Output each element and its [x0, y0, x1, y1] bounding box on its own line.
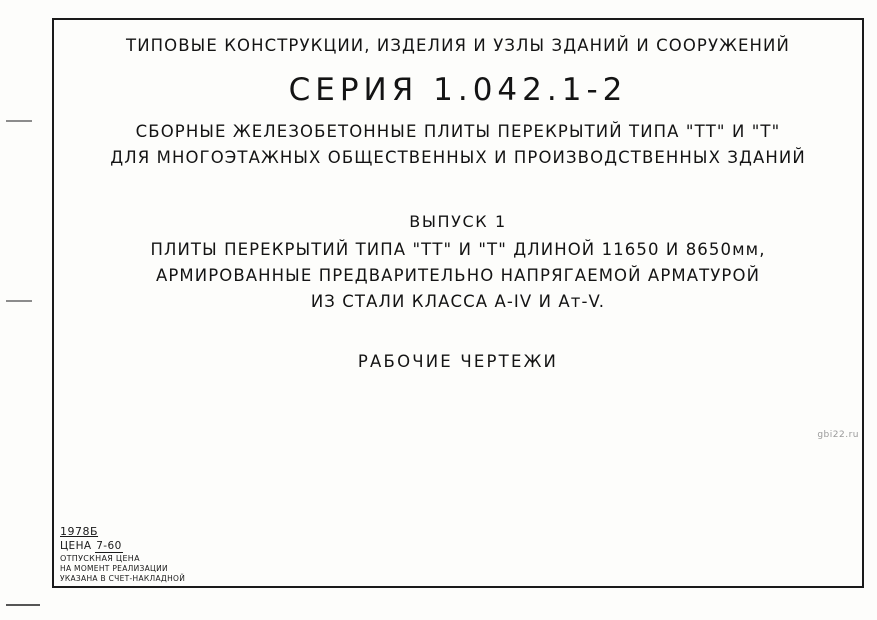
imprint-year: 1978Б [60, 525, 99, 538]
imprint-note-3: УКАЗАНА В СЧЕТ-НАКЛАДНОЙ [60, 574, 186, 583]
fold-mark [6, 604, 40, 606]
watermark: gbi22.ru [817, 430, 859, 440]
header-line: ТИПОВЫЕ КОНСТРУКЦИИ, ИЗДЕЛИЯ И УЗЛЫ ЗДАНИЙ И СООРУЖЕНИЙ [126, 36, 790, 55]
imprint-note-2: НА МОМЕНТ РЕАЛИЗАЦИИ [60, 564, 168, 573]
document-type: РАБОЧИЕ ЧЕРТЕЖИ [357, 352, 559, 371]
issue-description-line-3: ИЗ СТАЛИ КЛАССА А-IV И Aт-V. [310, 292, 606, 311]
issue-label: ВЫПУСК 1 [409, 212, 507, 231]
imprint-price-line [60, 540, 320, 552]
imprint-block [60, 520, 320, 583]
page-border-bottom [52, 586, 864, 588]
issue-description-line-2: АРМИРОВАННЫЕ ПРЕДВАРИТЕЛЬНО НАПРЯГАЕМОЙ АРМАТУРОЙ [155, 266, 761, 285]
subtitle-line-1: СБОРНЫЕ ЖЕЛЕЗОБЕТОННЫЕ ПЛИТЫ ПЕРЕКРЫТИЙ ТИПА "ТТ" И "Т" [135, 122, 781, 141]
imprint-note-1: ОТПУСКНАЯ ЦЕНА [60, 554, 140, 563]
subtitle-line-2: ДЛЯ МНОГОЭТАЖНЫХ ОБЩЕСТВЕННЫХ И ПРОИЗВОДСТВЕННЫХ ЗДАНИЙ [110, 148, 806, 167]
page-border-top [52, 18, 864, 20]
series-title: СЕРИЯ 1.042.1-2 [288, 72, 628, 108]
fold-mark [6, 300, 32, 302]
fold-mark [6, 120, 32, 122]
issue-description-line-1: ПЛИТЫ ПЕРЕКРЫТИЙ ТИПА "ТТ" И "Т" ДЛИНОЙ 11650 И 8650мм, [150, 240, 766, 259]
price-value: 7-60 [96, 540, 122, 552]
price-label: ЦЕНА [60, 540, 92, 552]
